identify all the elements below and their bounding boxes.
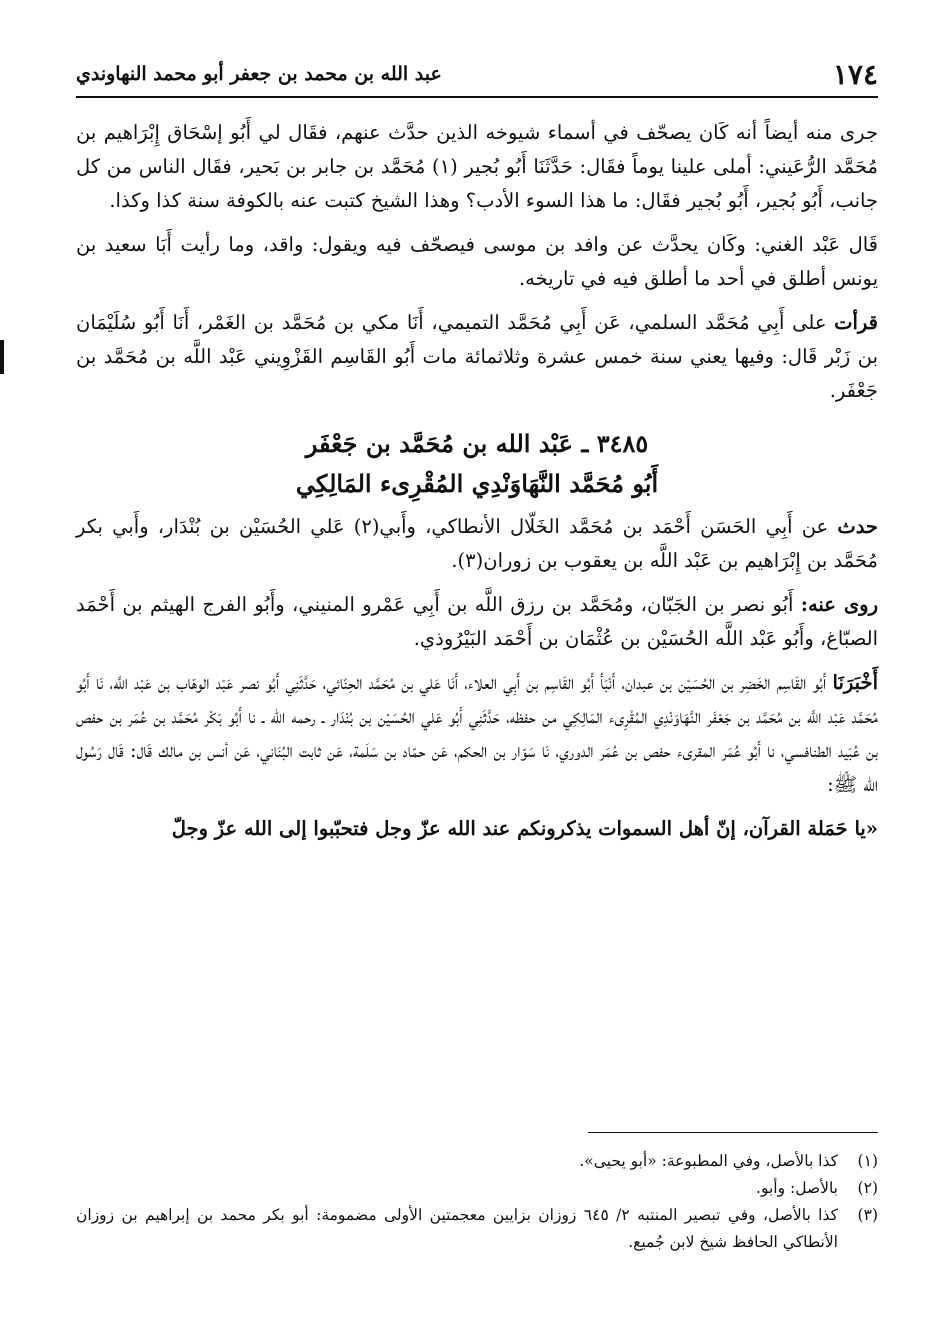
footnote bbox=[76, 1202, 878, 1256]
footnote-number: (٣) bbox=[857, 1206, 878, 1224]
paragraph-5-text: أَبُو نصر بن الجَبّان، ومُحَمَّد بن رزق اللَّه بن أَبِي عَمْرو المنيني، وأَبُو الفرج الهيثم بن أَحْمَد الصبّاغ، وأَبُو عَبْد اللَّه الحُسَيْن بن عُثْمَان بن أَحْمَد البَيْرُوذي. bbox=[76, 593, 878, 650]
paragraph-1: جرى منه أيضاً أنه كَان يصحّف في أسماء شيوخه الذين حدَّث عنهم، فقَال لي أَبُو إسْحَاق إِبْرَاهيم بن مُحَمَّد الرُّعَيني: أملى علينا يوماً فقَال: حَدَّثَنَا أَبُو بُجير (١) مُحَمَّد بن جابر بن بَحير، فقَال الناس من كل جانب، أَبُو بُجير، أَبُو بُجير فقَال: ما هذا السوء الأدب؟ وهذا الشيخ كتبت عنه بالكوفة سنة كذا وكذا. bbox=[76, 121, 878, 212]
footnote bbox=[76, 1148, 878, 1175]
footnotes bbox=[76, 1148, 878, 1256]
footnote-number: (١) bbox=[857, 1152, 878, 1170]
footnote-text: بالأصل: وأبو. bbox=[756, 1179, 838, 1197]
entry-heading-line-1: ٣٤٨٥ ـ عَبْد الله بن مُحَمَّد بن جَعْفَر bbox=[305, 429, 649, 458]
scan-edge-mark bbox=[0, 340, 4, 374]
paragraph-3-lead: قرأت bbox=[834, 311, 878, 334]
footnote bbox=[76, 1175, 878, 1202]
entry-heading-line-2: أَبُو مُحَمَّد النَّهَاوَنْدِي المُقْرِىء المَالِكِي bbox=[295, 469, 659, 498]
paragraph-2: قَال عَبْد الغني: وكَان يحدَّث عن وافد بن موسى فيصحّف فيه ويقول: واقد، وما رأيت أَبَا سعيد بن يونس أطلق في أحد ما أطلق فيه في تاريخه. bbox=[76, 233, 878, 290]
paragraph-6-text: أَبُو القَاسِم الخَضِر بن الحُسَيْن بن عبدان، أَنْبَأَ أَبُو القَاسِم بن أَبِي العلاء، أَنَا عَلي بن مُحَمَّد الحِنّائي، حَدَّثَنِي أَبُو نصر عَبْد الوهّاب بن عَبْد اللَّه، نَا أَبُو مُحَمَّد عَبْد اللَّه بن مُحَمَّد بن جَعْفَر النَّهَاوَنْدِي المُقْرِىء المَالِكِي من حفظه، حَدَّثَنِي أَبُو عَلي الحُسَيْن بن بُنْدَار ـ رحمه الله ـ نا أَبُو بَكْر مُحَمَّد بن عُمَر بن حفص بن عُبَيد الطنافسي، نا أَبُو عُمَر المقرىء حفص بن عُمَر الدوري، نَا سَوّار بن الحكم، عَن حمّاد بن سَلَمة، عَن ثابت البُنَاني، عَن أنس بن مالك قَال: قَال رَسُول الله ﷺ: bbox=[76, 671, 878, 796]
footnote-divider bbox=[588, 1132, 878, 1133]
paragraph-4-text: عن أَبِي الحَسَن أَحْمَد بن مُحَمَّد الخَلّال الأنطاكي، وأَبي(٢) عَلي الحُسَيْن بن بُنْدَار، وأَبي بكر مُحَمَّد بن إِبْرَاهيم بن عَبْد اللَّه بن يعقوب بن زوران(٣). bbox=[76, 515, 878, 572]
paragraph-3 bbox=[76, 306, 878, 408]
footnote-text: كذا بالأصل، وفي تبصير المنتبه ٢/ ٦٤٥ زوزان بزايين معجمتين الأولى مضمومة: أبو بكر محمد بن إبراهيم بن زوزان الأنطاكي الحافظ شيخ لابن جُميع. bbox=[76, 1206, 838, 1251]
paragraph-6 bbox=[76, 666, 878, 802]
page-header bbox=[76, 52, 878, 98]
paragraph-6-lead: أَخْبَرَنَا bbox=[832, 671, 878, 694]
paragraph-5 bbox=[76, 588, 878, 656]
paragraph-3-text: على أَبِي مُحَمَّد السلمي، عَن أَبِي مُحَمَّد التميمي، أَنَا مكي بن مُحَمَّد بن الغَمْر، أَنَا أَبُو سُلَيْمَان بن زَبْر قَال: وفيها يعني سنة خمس عشرة وثلاثمائة مات أَبُو القَاسِم القَزْوِيني عَبْد اللَّه بن مُحَمَّد بن جَعْفَر. bbox=[76, 311, 878, 402]
footnote-text: كذا بالأصل، وفي المطبوعة: «أبو يحيى». bbox=[579, 1152, 838, 1170]
main-text bbox=[76, 116, 878, 856]
paragraph-4-lead: حدث bbox=[837, 515, 878, 538]
hadith-line: «يا حَمَلة القرآن، إنّ أهل السموات يذكرونكم عند الله عزّ وجل فتحبّبوا إلى الله عزّ وجلّ bbox=[171, 817, 878, 840]
footnote-number: (٢) bbox=[857, 1179, 878, 1197]
page-number: ١٧٤ bbox=[832, 57, 878, 91]
paragraph-5-lead: روى عنه: bbox=[800, 593, 878, 616]
running-title: عبد الله بن محمد بن جعفر أبو محمد النهاوندي bbox=[76, 63, 442, 85]
paragraph-4 bbox=[76, 510, 878, 578]
entry-heading bbox=[76, 424, 878, 504]
